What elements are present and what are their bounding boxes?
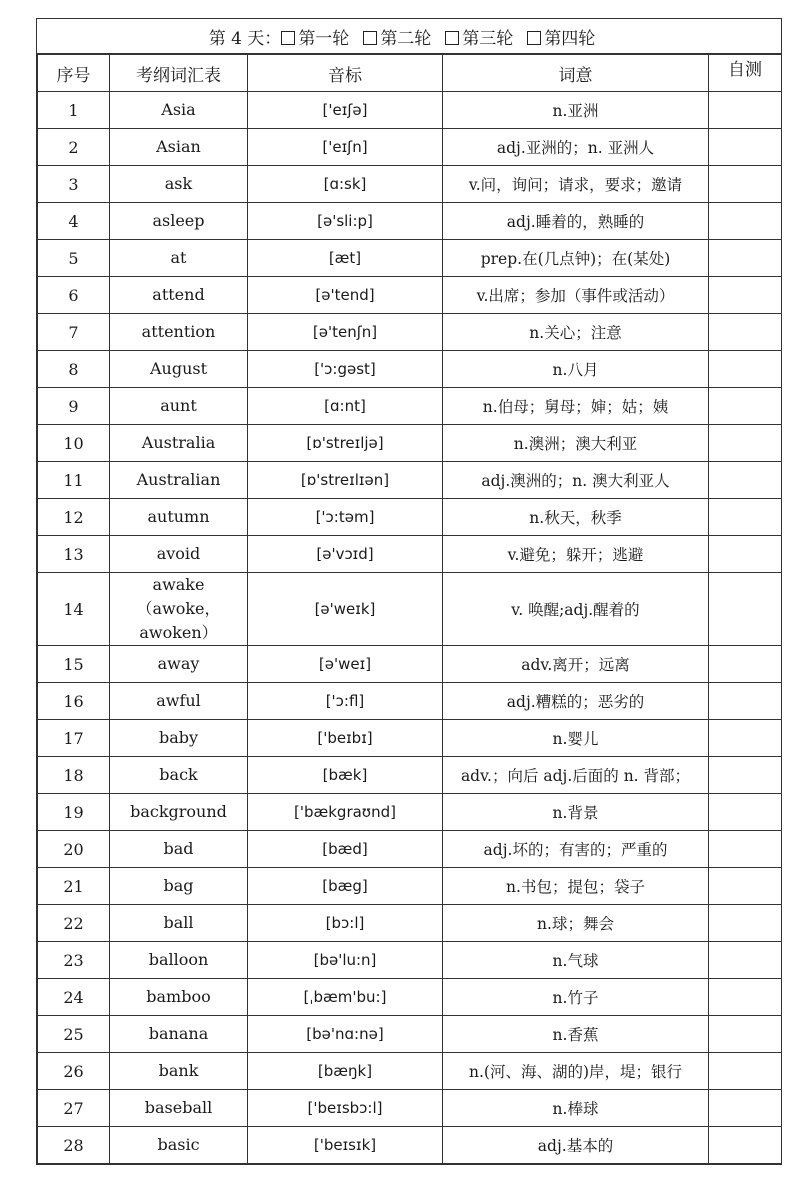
row-phonetic: [ə'tend] [248, 277, 443, 314]
table-row [38, 905, 782, 942]
row-word: baseball [110, 1090, 248, 1127]
row-self-test[interactable] [709, 277, 782, 314]
row-index: 14 [38, 573, 110, 646]
row-index: 9 [38, 388, 110, 425]
row-self-test[interactable] [709, 166, 782, 203]
checkbox-round-2[interactable] [363, 31, 377, 45]
row-index: 11 [38, 462, 110, 499]
row-meaning: adj.睡着的，熟睡的 [443, 203, 709, 240]
row-self-test[interactable] [709, 757, 782, 794]
checkbox-round-1[interactable] [281, 31, 295, 45]
col-index-header: 序号 [38, 55, 110, 92]
row-phonetic: [bə'lu:n] [248, 942, 443, 979]
row-self-test[interactable] [709, 573, 782, 646]
row-word: Australian [110, 462, 248, 499]
row-self-test[interactable] [709, 203, 782, 240]
row-meaning: n.婴儿 [443, 720, 709, 757]
row-word: bamboo [110, 979, 248, 1016]
day-header [37, 19, 781, 54]
row-phonetic: [ə'vɔɪd] [248, 536, 443, 573]
row-index: 16 [38, 683, 110, 720]
row-word: banana [110, 1016, 248, 1053]
table-row [38, 277, 782, 314]
row-phonetic: ['bækgraʊnd] [248, 794, 443, 831]
table-row [38, 1090, 782, 1127]
row-phonetic: [ˌbæm'bu:] [248, 979, 443, 1016]
row-phonetic: [ə'tenʃn] [248, 314, 443, 351]
row-meaning: v. 唤醒;adj.醒着的 [443, 573, 709, 646]
row-self-test[interactable] [709, 831, 782, 868]
table-row [38, 462, 782, 499]
row-index: 3 [38, 166, 110, 203]
row-phonetic: [ɑ:nt] [248, 388, 443, 425]
row-self-test[interactable] [709, 979, 782, 1016]
row-phonetic: [bɔ:l] [248, 905, 443, 942]
row-meaning: adj.亚洲的；n. 亚洲人 [443, 129, 709, 166]
row-phonetic: ['beɪsbɔ:l] [248, 1090, 443, 1127]
row-meaning: n.秋天，秋季 [443, 499, 709, 536]
row-word: attend [110, 277, 248, 314]
row-phonetic: [bæd] [248, 831, 443, 868]
row-meaning: n.棒球 [443, 1090, 709, 1127]
row-index: 12 [38, 499, 110, 536]
round-4[interactable]: 第四轮 [527, 24, 595, 49]
row-meaning: n.书包；提包；袋子 [443, 868, 709, 905]
row-meaning: n.亚洲 [443, 92, 709, 129]
row-meaning: v.出席；参加（事件或活动） [443, 277, 709, 314]
checkbox-round-3[interactable] [445, 31, 459, 45]
col-phonetic-header: 音标 [248, 55, 443, 92]
row-meaning: adj.基本的 [443, 1127, 709, 1164]
table-row [38, 425, 782, 462]
checkbox-round-4[interactable] [527, 31, 541, 45]
row-meaning: n.澳洲；澳大利亚 [443, 425, 709, 462]
row-index: 15 [38, 646, 110, 683]
row-word: at [110, 240, 248, 277]
row-meaning: n.关心；注意 [443, 314, 709, 351]
row-index: 6 [38, 277, 110, 314]
row-self-test[interactable] [709, 794, 782, 831]
row-phonetic: ['ɔ:fl] [248, 683, 443, 720]
table-row [38, 92, 782, 129]
row-meaning: n.球；舞会 [443, 905, 709, 942]
table-row [38, 683, 782, 720]
row-word: basic [110, 1127, 248, 1164]
row-self-test[interactable] [709, 499, 782, 536]
row-word: Asia [110, 92, 248, 129]
row-phonetic: ['eɪʃə] [248, 92, 443, 129]
row-phonetic: ['ɔ:təm] [248, 499, 443, 536]
row-index: 5 [38, 240, 110, 277]
row-phonetic: [bæŋk] [248, 1053, 443, 1090]
row-index: 8 [38, 351, 110, 388]
day-label: 第 4 天： [208, 28, 282, 49]
row-meaning: n.(河、海、湖的)岸，堤；银行 [443, 1053, 709, 1090]
table-row [38, 757, 782, 794]
round-1[interactable]: 第一轮 [281, 24, 349, 49]
col-self-test-header: 自测 [709, 55, 782, 92]
row-meaning: adj.糟糕的；恶劣的 [443, 683, 709, 720]
row-self-test[interactable] [709, 240, 782, 277]
row-self-test[interactable] [709, 720, 782, 757]
vocabulary-sheet [36, 18, 782, 1165]
row-self-test[interactable] [709, 1127, 782, 1164]
row-self-test[interactable] [709, 462, 782, 499]
row-meaning: n.气球 [443, 942, 709, 979]
row-phonetic: ['beɪbɪ] [248, 720, 443, 757]
row-phonetic: [ɒ'streɪljə] [248, 425, 443, 462]
col-meaning-header: 词意 [443, 55, 709, 92]
row-phonetic: [ə'weɪ] [248, 646, 443, 683]
table-row [38, 1127, 782, 1164]
row-word: ball [110, 905, 248, 942]
row-word: asleep [110, 203, 248, 240]
row-word: background [110, 794, 248, 831]
row-index: 1 [38, 92, 110, 129]
table-header-row [38, 55, 782, 92]
table-row [38, 794, 782, 831]
row-index: 27 [38, 1090, 110, 1127]
row-self-test[interactable] [709, 683, 782, 720]
row-phonetic: [ɒ'streɪlɪən] [248, 462, 443, 499]
row-index: 7 [38, 314, 110, 351]
round-3[interactable]: 第三轮 [445, 24, 513, 49]
table-row [38, 314, 782, 351]
row-meaning: n.八月 [443, 351, 709, 388]
row-meaning: adv.离开；远离 [443, 646, 709, 683]
row-index: 23 [38, 942, 110, 979]
table-row [38, 831, 782, 868]
row-word: Australia [110, 425, 248, 462]
table-row [38, 868, 782, 905]
row-phonetic: [ɑ:sk] [248, 166, 443, 203]
row-self-test[interactable] [709, 314, 782, 351]
row-phonetic: [æt] [248, 240, 443, 277]
table-row [38, 720, 782, 757]
row-self-test[interactable] [709, 905, 782, 942]
table-row [38, 942, 782, 979]
row-word-line-2: awoken） [139, 623, 218, 642]
row-meaning: n.香蕉 [443, 1016, 709, 1053]
row-word: August [110, 351, 248, 388]
table-row [38, 1053, 782, 1090]
table-row [38, 203, 782, 240]
row-meaning: n.竹子 [443, 979, 709, 1016]
row-self-test[interactable] [709, 351, 782, 388]
row-meaning: adj.澳洲的；n. 澳大利亚人 [443, 462, 709, 499]
row-word-line-1: awake（awoke， [136, 575, 221, 618]
row-phonetic: [ə'sli:p] [248, 203, 443, 240]
table-row [38, 351, 782, 388]
row-self-test[interactable] [709, 536, 782, 573]
row-index: 22 [38, 905, 110, 942]
row-word: autumn [110, 499, 248, 536]
row-index: 20 [38, 831, 110, 868]
table-row [38, 129, 782, 166]
row-word: baby [110, 720, 248, 757]
row-word: bad [110, 831, 248, 868]
row-word: bag [110, 868, 248, 905]
table-row [38, 388, 782, 425]
row-index: 4 [38, 203, 110, 240]
row-index: 21 [38, 868, 110, 905]
row-word: avoid [110, 536, 248, 573]
row-meaning: prep.在(几点钟)；在(某处) [443, 240, 709, 277]
row-word: balloon [110, 942, 248, 979]
row-phonetic: [bæg] [248, 868, 443, 905]
row-meaning: n.伯母；舅母；婶；姑；姨 [443, 388, 709, 425]
table-row [38, 240, 782, 277]
row-meaning: v.避免；躲开；逃避 [443, 536, 709, 573]
table-row [38, 573, 782, 646]
row-word: awful [110, 683, 248, 720]
row-index: 24 [38, 979, 110, 1016]
row-meaning: adv.；向后 adj.后面的 n. 背部； [443, 757, 709, 794]
table-row [38, 646, 782, 683]
row-self-test[interactable] [709, 1053, 782, 1090]
row-self-test[interactable] [709, 425, 782, 462]
row-self-test[interactable] [709, 129, 782, 166]
row-word: ask [110, 166, 248, 203]
row-index: 19 [38, 794, 110, 831]
row-phonetic: ['eɪʃn] [248, 129, 443, 166]
row-index: 13 [38, 536, 110, 573]
row-self-test[interactable] [709, 646, 782, 683]
row-self-test[interactable] [709, 1016, 782, 1053]
col-word-header: 考纲词汇表 [110, 55, 248, 92]
round-2[interactable]: 第二轮 [363, 24, 431, 49]
table-row [38, 1016, 782, 1053]
row-index: 18 [38, 757, 110, 794]
row-self-test[interactable] [709, 942, 782, 979]
row-index: 25 [38, 1016, 110, 1053]
row-index: 26 [38, 1053, 110, 1090]
row-word: attention [110, 314, 248, 351]
table-row [38, 979, 782, 1016]
row-phonetic: [bæk] [248, 757, 443, 794]
row-self-test[interactable] [709, 92, 782, 129]
row-word: back [110, 757, 248, 794]
row-index: 28 [38, 1127, 110, 1164]
row-phonetic: ['beɪsɪk] [248, 1127, 443, 1164]
row-index: 10 [38, 425, 110, 462]
row-word: aunt [110, 388, 248, 425]
row-word: away [110, 646, 248, 683]
row-self-test[interactable] [709, 388, 782, 425]
row-word: Asian [110, 129, 248, 166]
row-meaning: adj.坏的；有害的；严重的 [443, 831, 709, 868]
table-row [38, 536, 782, 573]
row-self-test[interactable] [709, 868, 782, 905]
row-index: 2 [38, 129, 110, 166]
row-self-test[interactable] [709, 1090, 782, 1127]
row-word: bank [110, 1053, 248, 1090]
row-meaning: n.背景 [443, 794, 709, 831]
row-phonetic: ['ɔ:gəst] [248, 351, 443, 388]
table-row [38, 166, 782, 203]
vocabulary-table [37, 54, 782, 1164]
table-row [38, 499, 782, 536]
row-phonetic: [ə'weɪk] [248, 573, 443, 646]
row-index: 17 [38, 720, 110, 757]
row-word [110, 573, 248, 646]
row-phonetic: [bə'nɑ:nə] [248, 1016, 443, 1053]
row-meaning: v.问，询问；请求，要求；邀请 [443, 166, 709, 203]
